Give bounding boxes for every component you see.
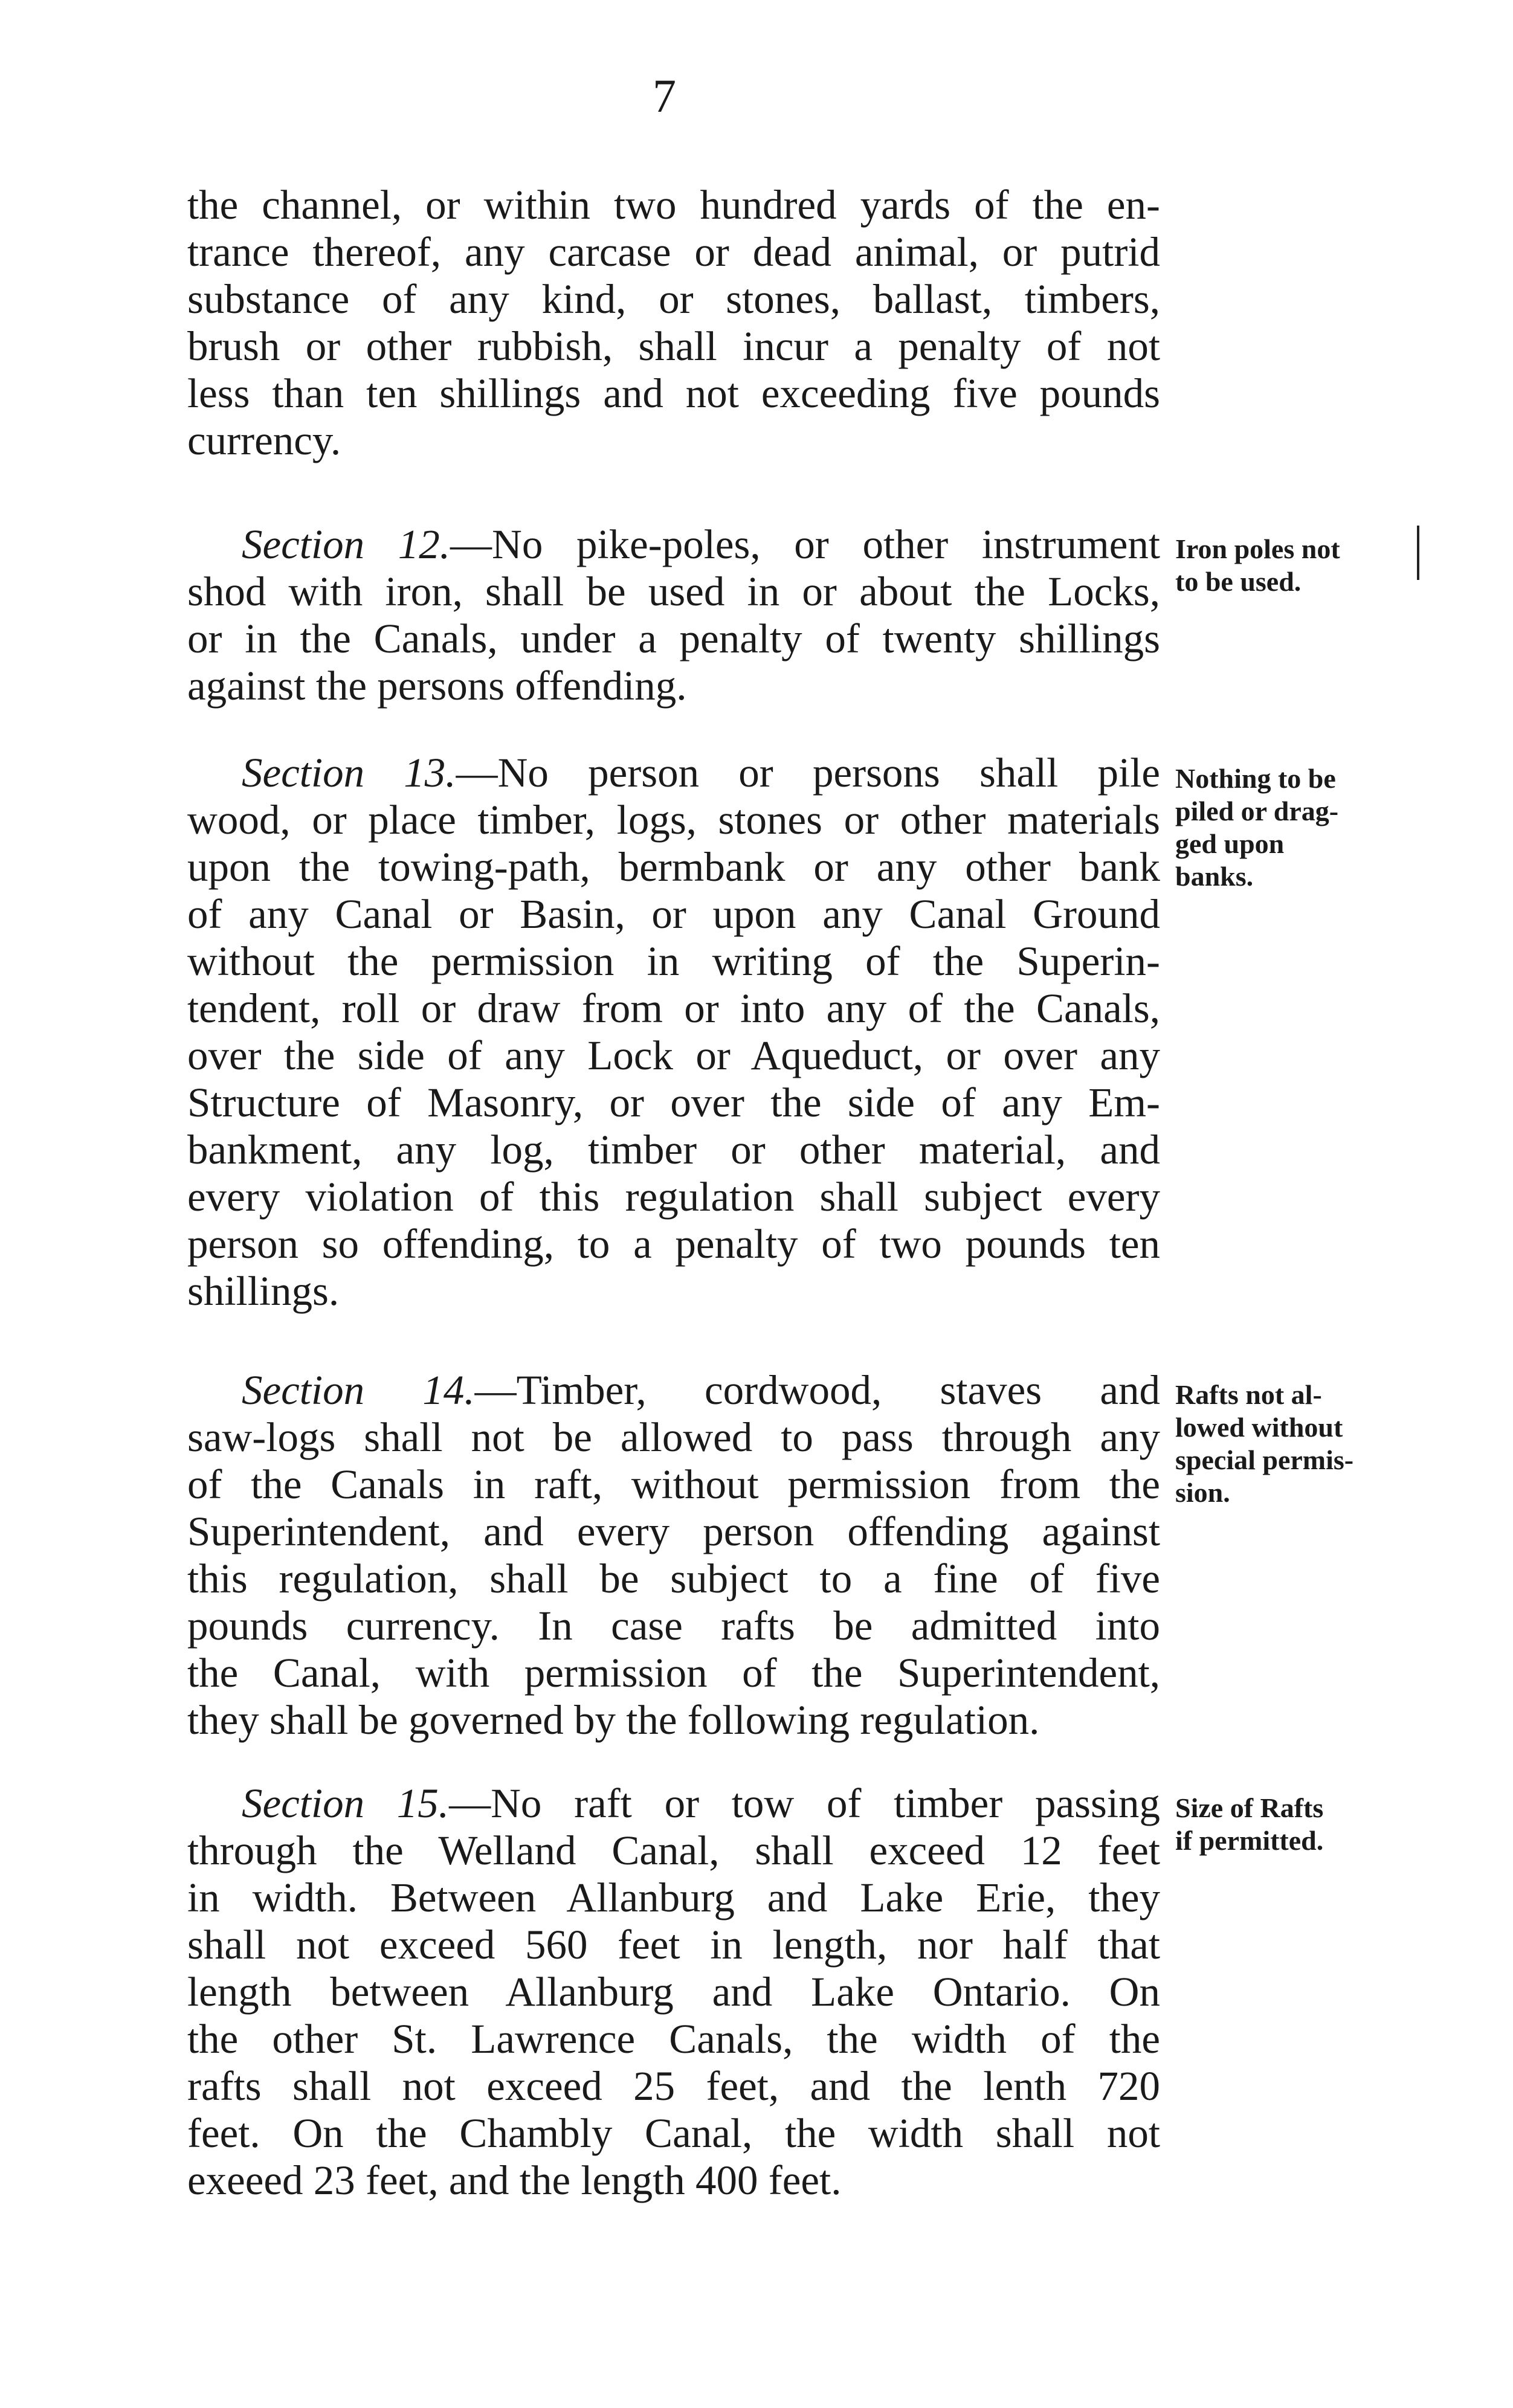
section-first-line — [187, 1367, 1160, 1414]
section-15-paragraph — [187, 1780, 1160, 2204]
section-first-line — [187, 521, 1160, 568]
margin-note-line: special permis- — [1175, 1444, 1354, 1475]
text-line: they shall be governed by the following regulation. — [187, 1697, 1040, 1743]
text-line: length between Allanburg and Lake Ontario. On — [187, 1969, 1160, 2015]
margin-note-line: Iron poles not — [1175, 533, 1340, 564]
section-lead-text: —No pike-poles, or other instrument — [450, 521, 1161, 567]
section-lead-text: —No person or persons shall pile — [456, 750, 1160, 796]
text-line: saw-logs shall not be allowed to pass through any — [187, 1414, 1160, 1460]
text-line: every violation of this regulation shall subject every — [187, 1174, 1160, 1220]
section-label: Section 14. — [242, 1367, 475, 1413]
text-line: feet. On the Chambly Canal, the width shall not — [187, 2110, 1160, 2156]
text-line: substance of any kind, or stones, ballast, timbers, — [187, 276, 1160, 322]
margin-note-line: ged upon — [1175, 828, 1285, 859]
continuation-paragraph — [187, 181, 1160, 464]
section-label: Section 13. — [242, 750, 456, 796]
margin-note-line: piled or drag- — [1175, 796, 1339, 826]
text-line: Superintendent, and every person offending against — [187, 1508, 1160, 1554]
margin-note-line: Rafts not al- — [1175, 1379, 1322, 1410]
text-line: exeeed 23 feet, and the length 400 feet. — [187, 2157, 842, 2203]
text-line: tendent, roll or draw from or into any of the Canals, — [187, 985, 1160, 1031]
margin-rule — [1417, 526, 1419, 580]
text-line: of the Canals in raft, without permission from the — [187, 1461, 1160, 1507]
section-lead-text: —Timber, cordwood, staves and — [474, 1367, 1160, 1413]
margin-note-line: lowed without — [1175, 1412, 1343, 1443]
section-12-paragraph — [187, 521, 1160, 709]
margin-note-line: Nothing to be — [1175, 763, 1336, 794]
text-line: the Canal, with permission of the Superintendent, — [187, 1650, 1160, 1696]
text-line: in width. Between Allanburg and Lake Erie, they — [187, 1875, 1160, 1920]
section-13-paragraph — [187, 749, 1160, 1315]
section-lead-text: —No raft or tow of timber passing — [449, 1780, 1160, 1826]
text-line: this regulation, shall be subject to a fine of five — [187, 1556, 1160, 1602]
margin-note-section-12 — [1175, 533, 1429, 598]
text-line: or in the Canals, under a penalty of twenty shillings — [187, 616, 1160, 662]
text-line: over the side of any Lock or Aqueduct, or over any — [187, 1032, 1160, 1078]
margin-note-line: banks. — [1175, 861, 1254, 892]
section-label: Section 12. — [242, 521, 450, 567]
margin-note-line: Size of Rafts — [1175, 1792, 1324, 1823]
text-line: wood, or place timber, logs, stones or other materials — [187, 797, 1160, 843]
text-line: of any Canal or Basin, or upon any Canal Ground — [187, 891, 1160, 937]
margin-note-section-14 — [1175, 1379, 1429, 1509]
section-first-line — [187, 749, 1160, 796]
text-line: shall not exceed 560 feet in length, nor half that — [187, 1922, 1160, 1968]
text-line: Structure of Masonry, or over the side of any Em- — [187, 1080, 1160, 1125]
margin-note-line: to be used. — [1175, 566, 1302, 597]
margin-note-section-15 — [1175, 1792, 1429, 1857]
text-line: the other St. Lawrence Canals, the width of the — [187, 2016, 1160, 2062]
section-first-line — [187, 1780, 1160, 1827]
text-line: bankment, any log, timber or other material, and — [187, 1127, 1160, 1173]
section-14-paragraph — [187, 1367, 1160, 1743]
text-line: upon the towing-path, bermbank or any other bank — [187, 844, 1160, 890]
text-line: brush or other rubbish, shall incur a penalty of not — [187, 323, 1160, 369]
margin-note-line: if permitted. — [1175, 1825, 1324, 1856]
text-line: pounds currency. In case rafts be admitted into — [187, 1603, 1160, 1649]
text-line: currency. — [187, 417, 341, 463]
text-line: person so offending, to a penalty of two pounds ten — [187, 1221, 1160, 1267]
text-line: shillings. — [187, 1268, 340, 1314]
margin-note-section-13 — [1175, 762, 1429, 893]
section-label: Section 15. — [242, 1780, 450, 1826]
text-line: less than ten shillings and not exceeding five pounds — [187, 370, 1160, 416]
text-line: trance thereof, any carcase or dead animal, or putrid — [187, 229, 1160, 275]
text-line: shod with iron, shall be used in or about the Locks, — [187, 568, 1160, 614]
text-line: the channel, or within two hundred yards of the en- — [187, 182, 1160, 228]
page-number: 7 — [653, 69, 676, 122]
margin-note-line: sion. — [1175, 1477, 1230, 1508]
text-line: rafts shall not exceed 25 feet, and the lenth 720 — [187, 2063, 1160, 2109]
text-line: through the Welland Canal, shall exceed 12 feet — [187, 1827, 1160, 1873]
text-line: without the permission in writing of the Superin- — [187, 938, 1160, 984]
text-line: against the persons offending. — [187, 663, 687, 709]
